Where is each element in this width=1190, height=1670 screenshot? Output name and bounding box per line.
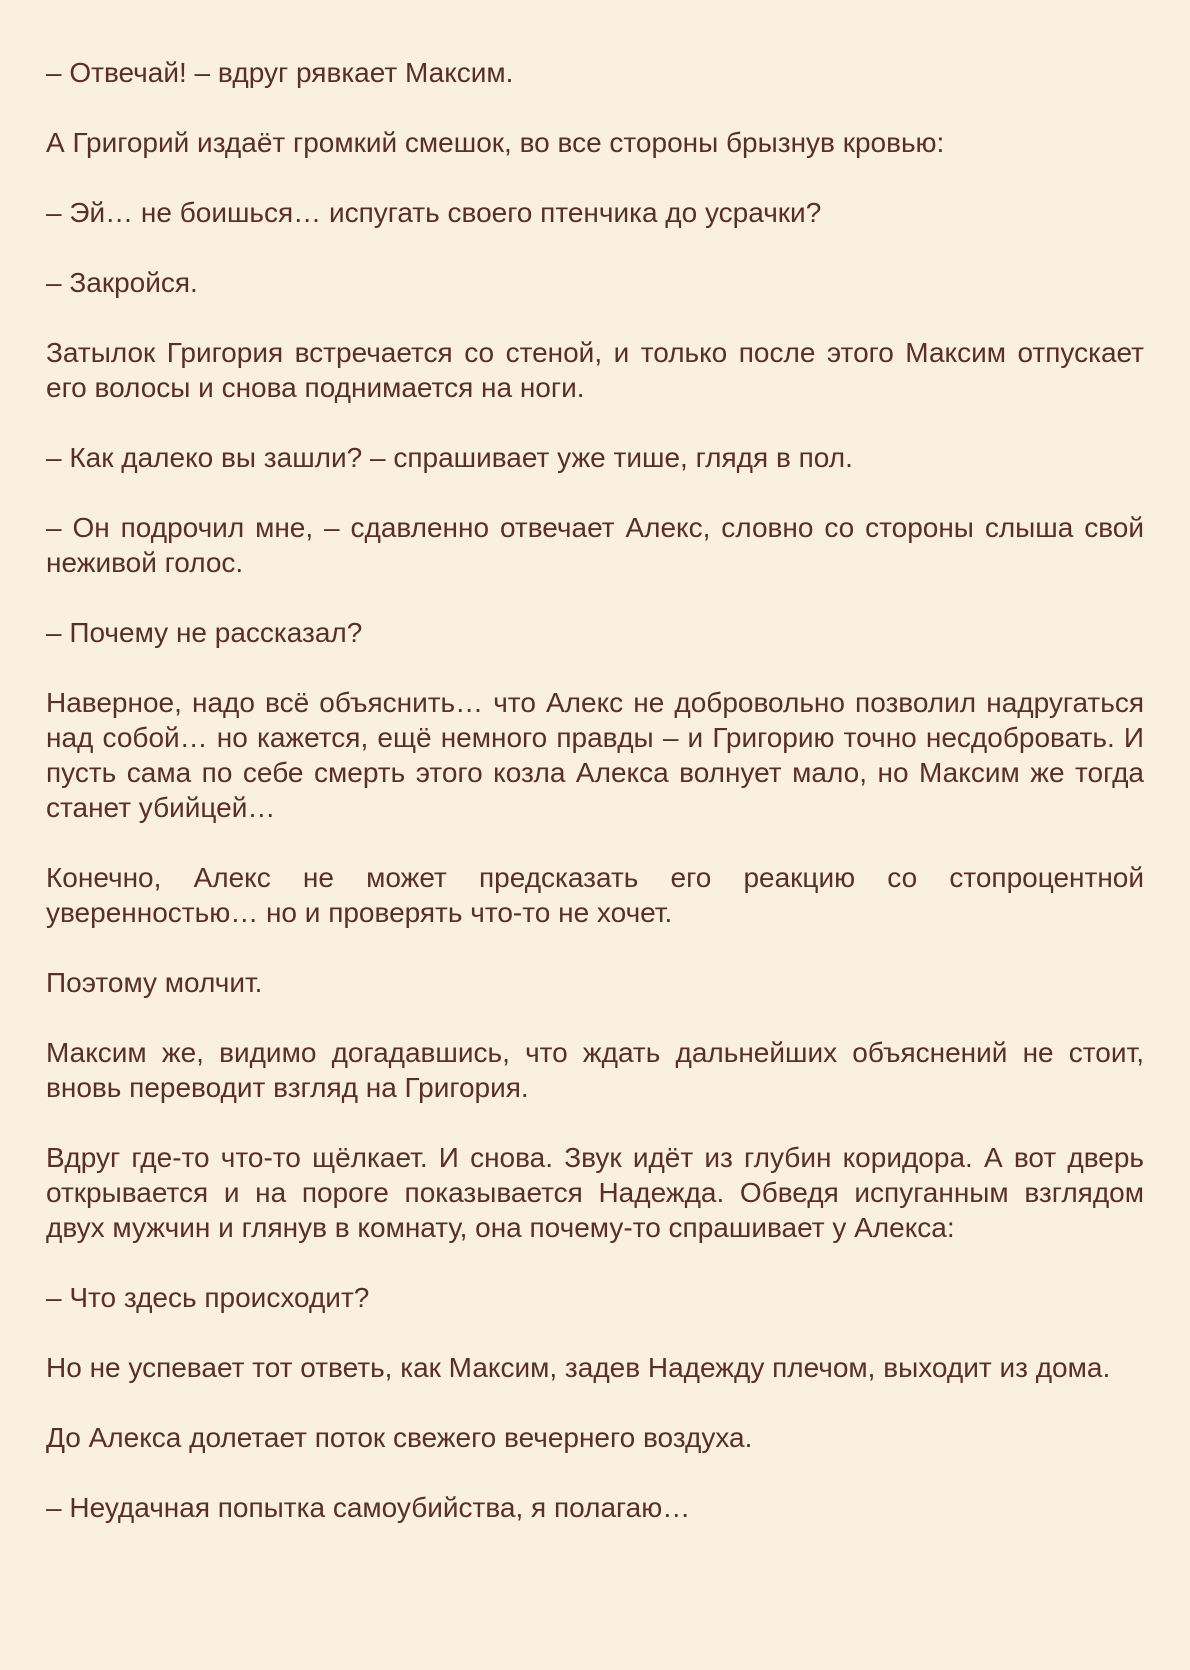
paragraph: Конечно, Алекс не может предсказать его реакцию со стопроцентной уверенностью… но и проверять что-то не хочет. <box>46 862 1144 928</box>
paragraph: – Он подрочил мне, – сдавленно отвечает Алекс, словно со стороны слыша свой неживой голос. <box>46 512 1144 578</box>
paragraph: – Неудачная попытка самоубийства, я полагаю… <box>46 1492 691 1523</box>
paragraph: – Эй… не боишься… испугать своего птенчика до усрачки? <box>46 197 822 228</box>
paragraph: – Закройся. <box>46 267 198 298</box>
paragraph: Вдруг где-то что-то щёлкает. И снова. Звук идёт из глубин коридора. А вот дверь открывается и на пороге показывается Надежда. Обведя испуганным взглядом двух мужчин и глянув в комнату, она почему-то спрашивает у Алекса: <box>46 1142 1144 1243</box>
paragraph: – Отвечай! – вдруг рявкает Максим. <box>46 57 514 88</box>
paragraph: – Как далеко вы зашли? – спрашивает уже тише, глядя в пол. <box>46 442 853 473</box>
paragraph: Но не успевает тот ответь, как Максим, задев Надежду плечом, выходит из дома. <box>46 1352 1111 1383</box>
paragraph: А Григорий издаёт громкий смешок, во все стороны брызнув кровью: <box>46 127 945 158</box>
paragraph: Максим же, видимо догадавшись, что ждать дальнейших объяснений не стоит, вновь переводит взгляд на Григория. <box>46 1037 1144 1103</box>
paragraph: Наверное, надо всё объяснить… что Алекс не добровольно позволил надругаться над собой… но кажется, ещё немного правды – и Григорию точно несдобровать. И пусть сама по себе смерть этого козла Алекса волнует мало, но Максим же тогда станет убийцей… <box>46 687 1144 823</box>
book-page <box>46 55 1144 1525</box>
paragraph: Затылок Григория встречается со стеной, и только после этого Максим отпускает его волосы и снова поднимается на ноги. <box>46 337 1144 403</box>
paragraph: До Алекса долетает поток свежего вечернего воздуха. <box>46 1422 753 1453</box>
paragraph: Поэтому молчит. <box>46 967 263 998</box>
paragraph: – Что здесь происходит? <box>46 1282 370 1313</box>
paragraph: – Почему не рассказал? <box>46 617 363 648</box>
